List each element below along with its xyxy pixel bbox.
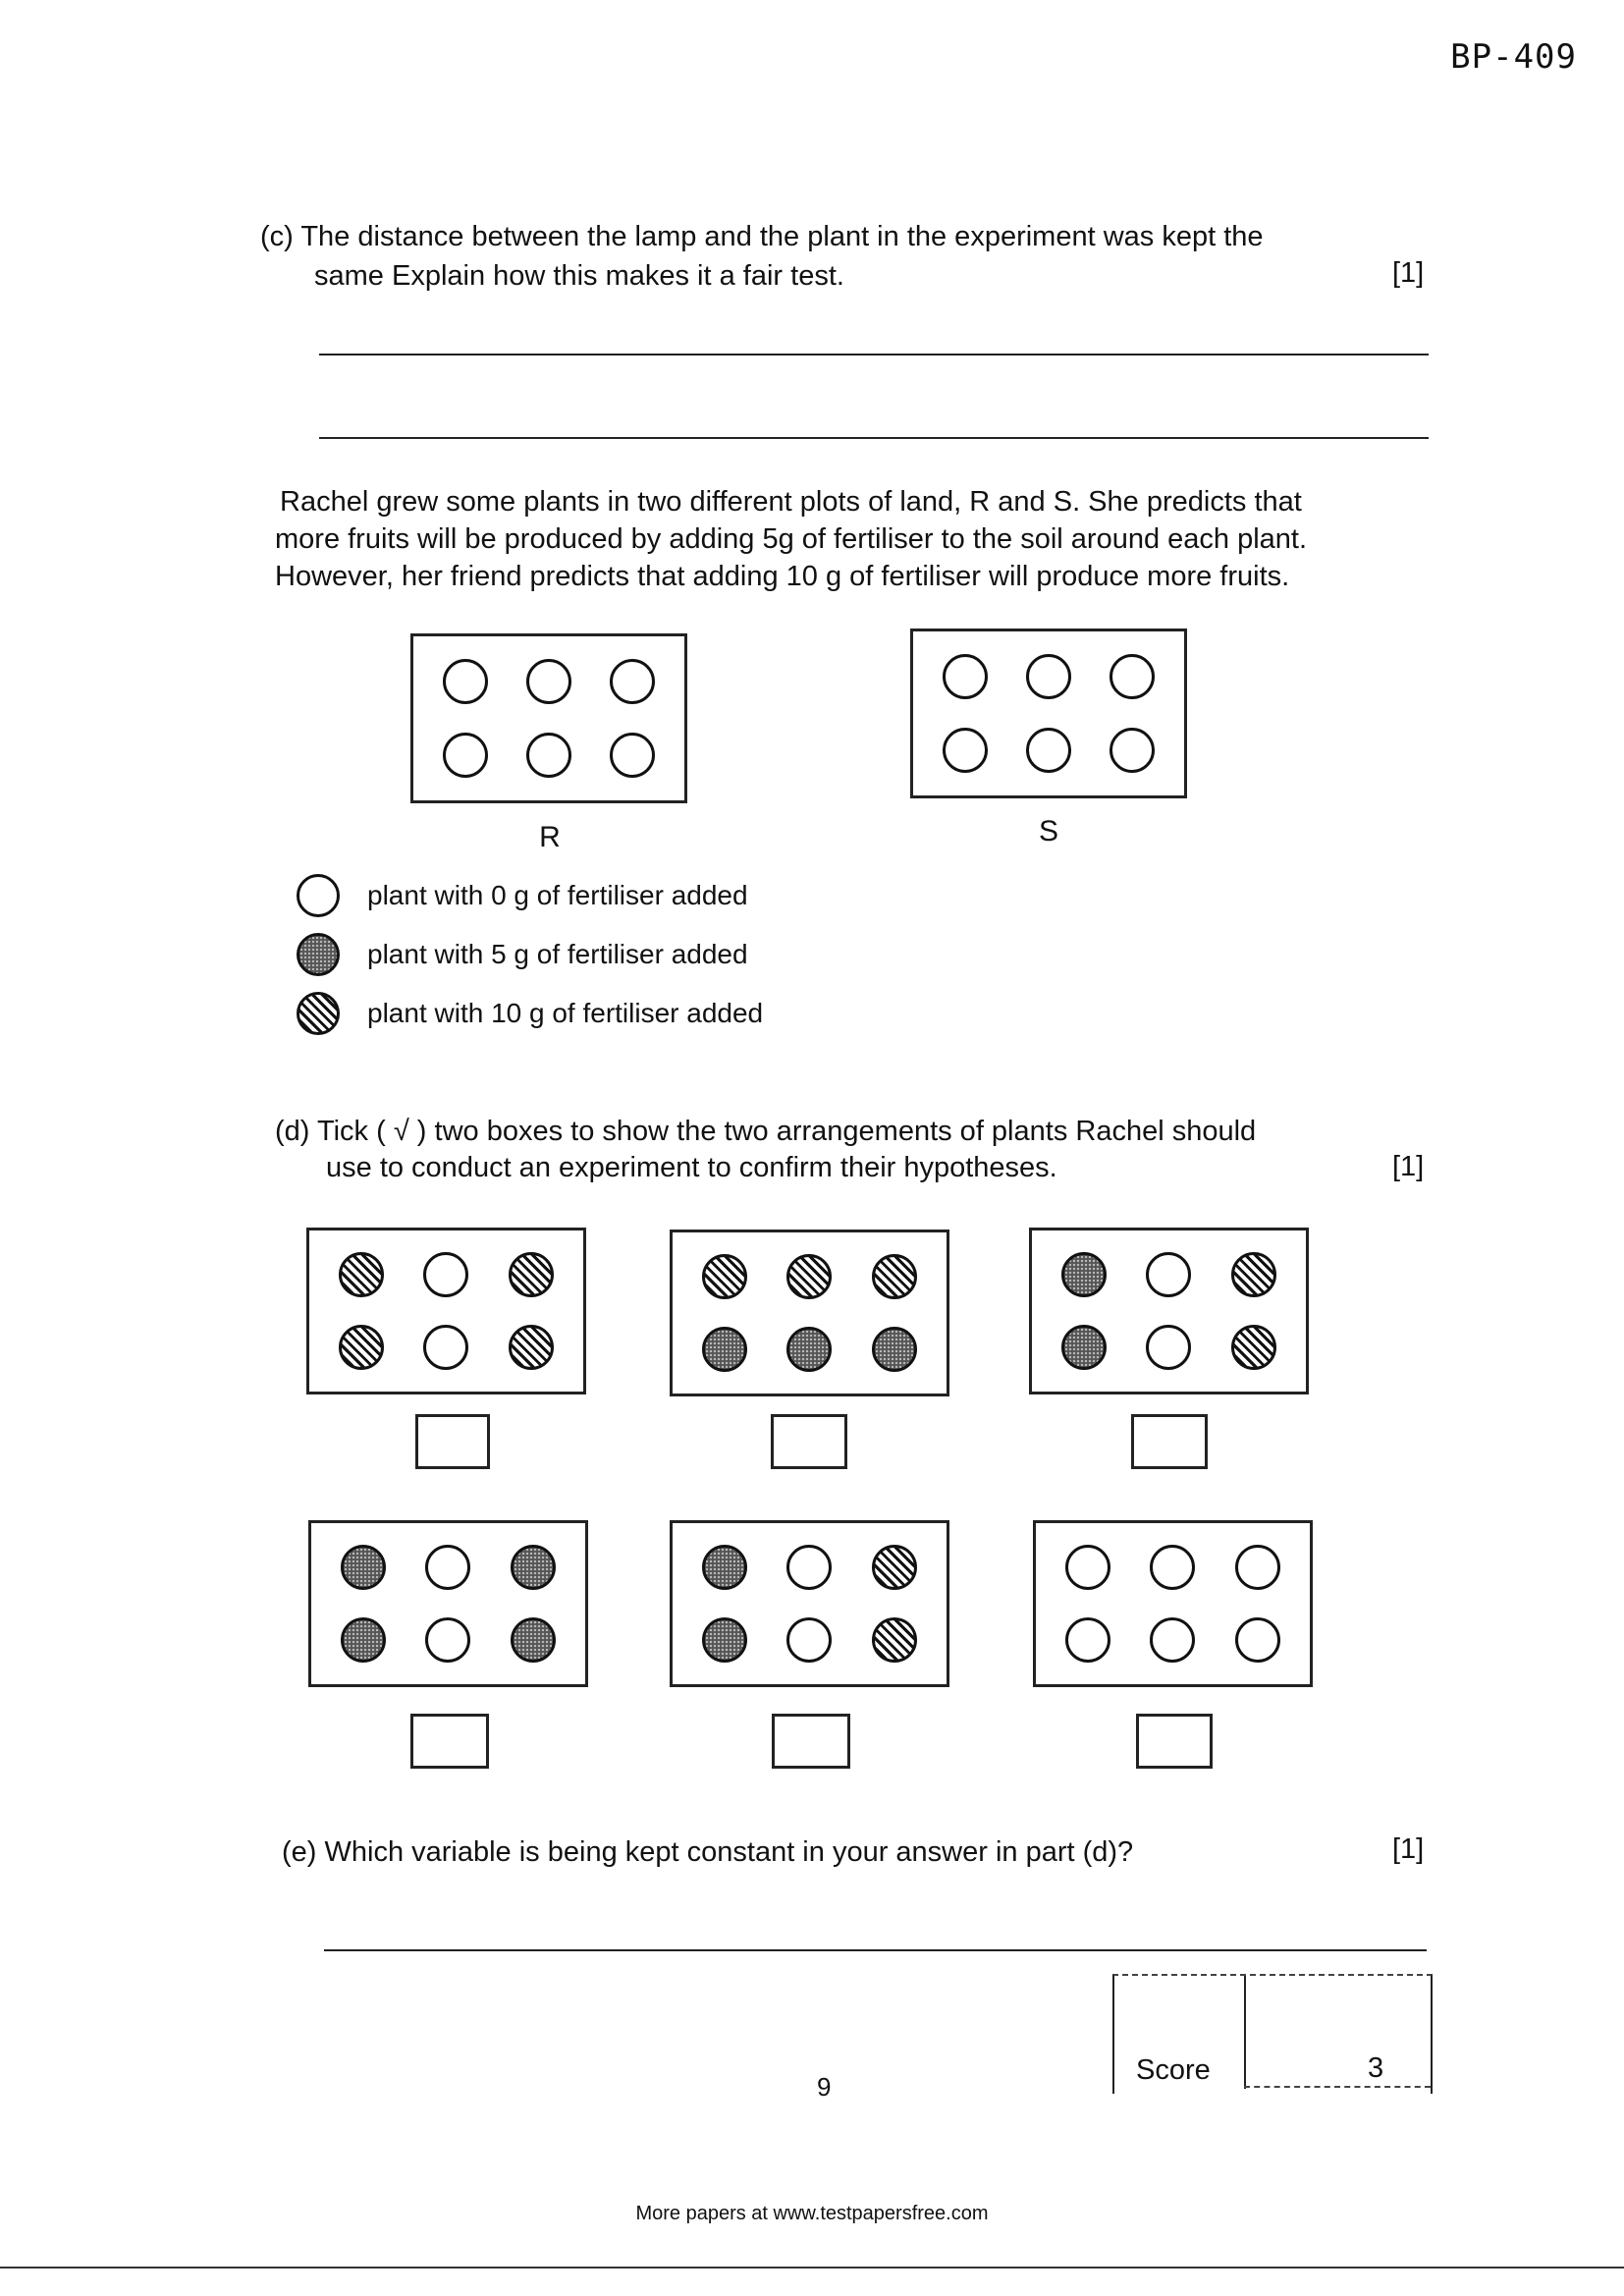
plot-s-label: S [1038,815,1058,847]
plot-r [410,633,687,803]
score-box-divider [1244,1976,1246,2089]
plant-0g-icon [443,659,488,704]
score-label: Score [1136,2054,1211,2086]
plant-0g-icon [423,1325,468,1370]
plant-0g-icon [423,1252,468,1297]
plant-5g-icon [872,1327,917,1372]
tick-box-option-3[interactable] [1131,1414,1208,1469]
plant-0g-icon [1065,1617,1110,1663]
plant-0g-icon [526,733,571,778]
plant-0g-icon [943,728,988,773]
tick-box-option-2[interactable] [771,1414,847,1469]
plant-0g-icon [1150,1545,1195,1590]
plant-10g-icon [872,1545,917,1590]
plant-5g-icon [786,1327,832,1372]
plant-10g-icon [786,1254,832,1299]
plant-0g-icon [1235,1545,1280,1590]
plant-10g-icon [297,992,340,1035]
plant-5g-icon [511,1545,556,1590]
plant-10g-icon [339,1325,384,1370]
intro-line1: Rachel grew some plants in two different plots of land, R and S. She predicts that [280,486,1302,518]
option-6-grid [1036,1523,1310,1684]
legend-item-0g [297,874,763,917]
plot-r-label: R [539,821,561,853]
tick-box-option-1[interactable] [415,1414,490,1469]
legend-text-0g: plant with 0 g of fertiliser added [367,880,748,910]
plant-0g-icon [526,659,571,704]
score-box-bottom [1244,2086,1431,2088]
plant-10g-icon [872,1254,917,1299]
option-5-grid [673,1523,947,1684]
part-c-answer-line-2[interactable] [319,437,1429,439]
plant-0g-icon [1146,1252,1191,1297]
plant-5g-icon [702,1327,747,1372]
legend-text-5g: plant with 5 g of fertiliser added [367,939,748,969]
legend [297,874,763,1035]
plot-r-grid [413,636,684,800]
plant-0g-icon [786,1617,832,1663]
score-value: 3 [1368,2052,1384,2084]
part-e-question: (e) Which variable is being kept constant in your answer in part (d)? [282,1836,1134,1868]
part-d-question-line1: (d) Tick ( √ ) two boxes to show the two arrangements of plants Rachel should [275,1116,1257,1147]
plant-5g-icon [1061,1325,1107,1370]
option-2-arrangement [670,1230,949,1396]
tick-box-option-5[interactable] [772,1714,850,1769]
plant-0g-icon [1065,1545,1110,1590]
plant-5g-icon [511,1617,556,1663]
paper-code: BP-409 [1450,37,1577,77]
plant-0g-icon [610,659,655,704]
tick-box-option-6[interactable] [1136,1714,1213,1769]
part-e-answer-line[interactable] [324,1949,1427,1951]
plant-5g-icon [341,1545,386,1590]
plant-0g-icon [1146,1325,1191,1370]
option-1-grid [309,1230,583,1392]
plant-10g-icon [1231,1252,1276,1297]
part-d-question-line2: use to conduct an experiment to confirm their hypotheses. [326,1152,1057,1183]
option-5-arrangement [670,1520,949,1687]
plant-10g-icon [702,1254,747,1299]
part-c-answer-line-1[interactable] [319,354,1429,355]
intro-line3: However, her friend predicts that adding 10 g of fertiliser will produce more fruits. [275,561,1290,592]
plant-0g-icon [297,874,340,917]
plant-0g-icon [443,733,488,778]
option-3-arrangement [1029,1228,1309,1394]
plot-s-grid [913,631,1184,795]
option-6-arrangement [1033,1520,1313,1687]
plant-5g-icon [1061,1252,1107,1297]
part-d-marks: [1] [1392,1151,1425,1182]
plant-5g-icon [702,1545,747,1590]
option-4-arrangement [308,1520,588,1687]
option-2-grid [673,1232,947,1394]
legend-item-5g [297,933,763,976]
plant-0g-icon [943,654,988,699]
plant-0g-icon [1110,654,1155,699]
tick-box-option-4[interactable] [410,1714,489,1769]
plant-0g-icon [1026,728,1071,773]
plant-0g-icon [1150,1617,1195,1663]
legend-text-10g: plant with 10 g of fertiliser added [367,998,764,1028]
footer-text: More papers at www.testpapersfree.com [635,2203,989,2224]
plant-0g-icon [786,1545,832,1590]
part-c-question-line2: same Explain how this makes it a fair test. [314,260,844,292]
plant-10g-icon [509,1325,554,1370]
plant-5g-icon [297,933,340,976]
plant-5g-icon [341,1617,386,1663]
plant-10g-icon [509,1252,554,1297]
legend-item-10g [297,992,763,1035]
option-4-grid [311,1523,585,1684]
plant-10g-icon [872,1617,917,1663]
option-3-grid [1032,1230,1306,1392]
score-box [1112,1974,1433,2094]
plant-5g-icon [702,1617,747,1663]
plant-10g-icon [339,1252,384,1297]
plant-0g-icon [1235,1617,1280,1663]
plot-s [910,629,1187,798]
plant-10g-icon [1231,1325,1276,1370]
plant-0g-icon [425,1545,470,1590]
page-number: 9 [817,2072,832,2102]
plant-0g-icon [610,733,655,778]
part-e-marks: [1] [1392,1833,1425,1865]
plant-0g-icon [1026,654,1071,699]
part-c-question-line1: (c) The distance between the lamp and the plant in the experiment was kept the [260,221,1264,252]
part-c-marks: [1] [1392,257,1425,289]
intro-line2: more fruits will be produced by adding 5g of fertiliser to the soil around each plant. [275,523,1308,555]
option-1-arrangement [306,1228,586,1394]
plant-0g-icon [425,1617,470,1663]
bottom-rule [0,2267,1624,2269]
plant-0g-icon [1110,728,1155,773]
